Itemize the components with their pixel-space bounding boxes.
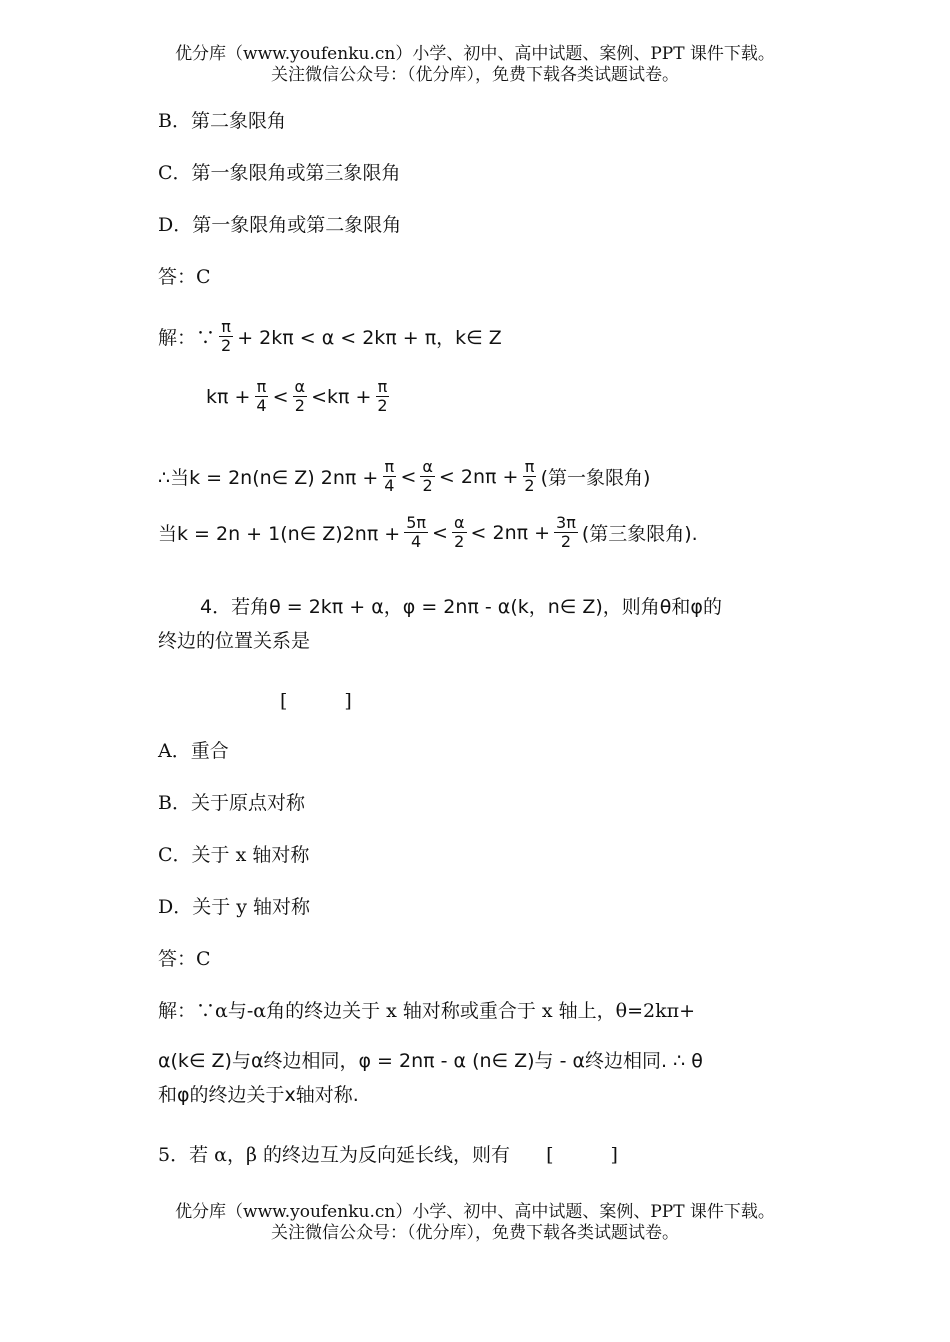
fraction-pi-over-2: $\frac{\pi}{2}$ (524, 457, 535, 495)
q3-answer: 答：C (158, 266, 211, 288)
q4-stem (158, 590, 808, 658)
fraction-pi-over-4: $\frac{\pi}{4}$ (256, 377, 267, 415)
q4-solution-line-2: α(k∈ Z)与α终边相同，φ = 2nπ - α (n∈ Z)与 - α终边相同. ∴ θ (158, 1050, 703, 1072)
q5-stem (158, 1140, 618, 1167)
less-than: < (400, 465, 417, 488)
q3-option-d: D．第一象限角或第二象限角 (158, 214, 402, 236)
q4-stem-line-1: 4．若角θ = 2kπ + α，φ = 2nπ - α(k，n∈ Z)，则角θ和φ的 (200, 596, 722, 618)
line-4-mid: < 2nπ + (470, 521, 551, 544)
line-3-mid: < 2nπ + (438, 465, 519, 488)
q4-solution-rest (158, 1044, 808, 1112)
fraction-3pi-over-2: $\frac{3\pi}{2}$ (556, 513, 576, 551)
solution-prefix: 解：∵ (158, 327, 216, 349)
less-than: < (432, 521, 448, 544)
fraction-pi-over-4: $\frac{\pi}{4}$ (384, 457, 395, 495)
fraction-alpha-over-2: $\frac{\alpha}{2}$ (422, 457, 433, 495)
fraction-alpha-over-2: $\frac{\alpha}{2}$ (453, 513, 465, 551)
q4-answer-bracket: [ ] (280, 690, 352, 712)
quadrant-note-third: (第三象限角). (581, 523, 698, 545)
q3-solution-line-2 (206, 378, 394, 415)
q5-stem-text: 5．若 α，β 的终边互为反向延长线，则有 (158, 1144, 510, 1166)
q4-option-d: D．关于 y 轴对称 (158, 896, 311, 918)
q4-stem-line-2: 终边的位置关系是 (158, 630, 311, 652)
q4-answer: 答：C (158, 948, 211, 970)
footer-line-2: 关注微信公众号：（优分库），免费下载各类试题试卷。 (271, 1223, 679, 1243)
line-4-start: 当k = 2n + 1(n∈ Z)2nπ + (158, 523, 401, 545)
q3-solution-line-3 (158, 458, 650, 495)
q3-solution-line-4 (158, 514, 698, 551)
page-footer (0, 1202, 950, 1244)
line-3-start: ∴当k = 2n(n∈ Z) 2nπ + (158, 467, 379, 489)
fraction-pi-over-2: $\frac{\pi}{2}$ (221, 317, 232, 355)
header-line-2: 关注微信公众号：（优分库），免费下载各类试题试卷。 (271, 65, 679, 85)
q4-option-a: A．重合 (158, 740, 229, 762)
fraction-alpha-over-2: $\frac{\alpha}{2}$ (294, 377, 306, 415)
fraction-pi-over-2: $\frac{\pi}{2}$ (377, 377, 388, 415)
q4-option-b: B．关于原点对称 (158, 792, 305, 814)
quadrant-note-first: (第一象限角) (540, 467, 651, 489)
footer-line-1: 优分库（www.youfenku.cn）小学、初中、高中试题、案例、PPT 课件下载。 (175, 1202, 775, 1222)
q3-option-b: B．第二象限角 (158, 110, 286, 132)
q4-solution-line-1: 解：∵α与-α角的终边关于 x 轴对称或重合于 x 轴上，θ=2kπ+ (158, 1000, 696, 1022)
less-than: < (272, 385, 289, 408)
header-line-1: 优分库（www.youfenku.cn）小学、初中、高中试题、案例、PPT 课件下载。 (175, 44, 775, 64)
q3-solution-line-1 (158, 318, 502, 355)
page-header (0, 44, 950, 86)
q3-option-c: C．第一象限角或第三象限角 (158, 162, 401, 184)
line-2-start: kπ + (206, 385, 251, 408)
fraction-5pi-over-4: $\frac{5\pi}{4}$ (406, 513, 427, 551)
solution-line-1-text: + 2kπ < α < 2kπ + π，k∈ Z (237, 327, 502, 349)
line-2-mid: <kπ + (311, 385, 372, 408)
q4-solution-line-3: 和φ的终边关于x轴对称. (158, 1084, 359, 1106)
q5-answer-bracket: [ ] (546, 1144, 618, 1166)
q4-option-c: C．关于 x 轴对称 (158, 844, 310, 866)
